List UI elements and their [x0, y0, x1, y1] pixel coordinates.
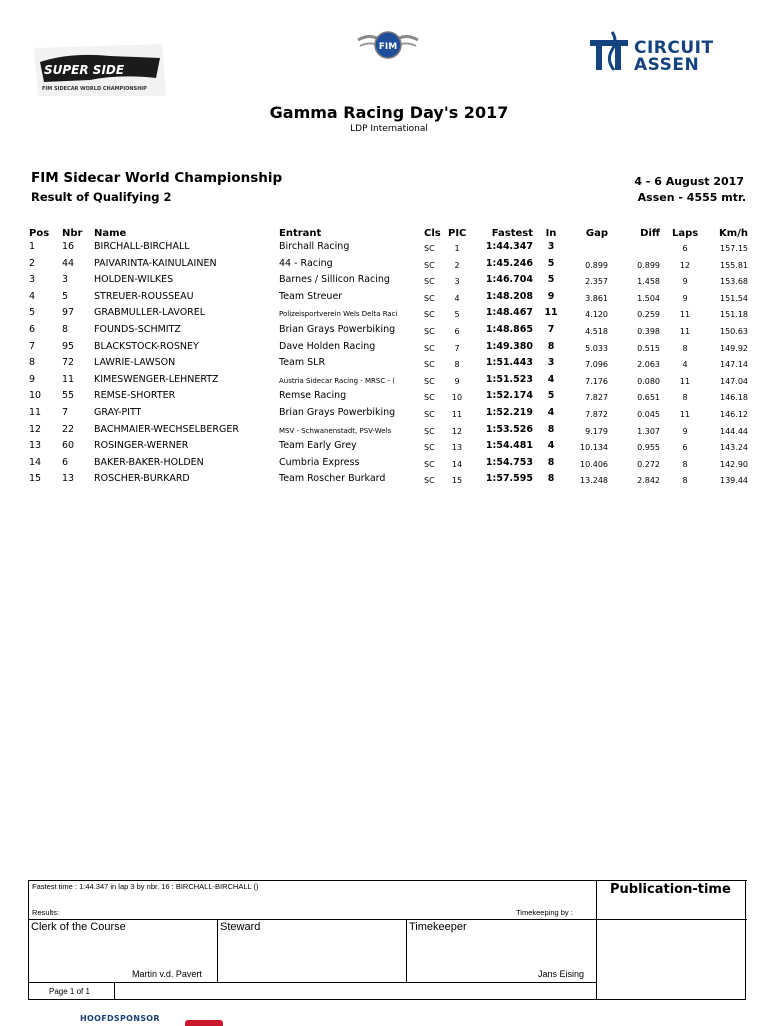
row-diff: 1.307	[637, 426, 660, 436]
row-pic: 11	[451, 410, 463, 419]
col-entrant: Entrant	[279, 228, 322, 239]
row-gap: 3.861	[585, 293, 608, 303]
row-pos: 8	[29, 357, 36, 369]
row-name: KIMESWENGER-LEHNERTZ	[94, 373, 219, 385]
row-fastest: 1:52.219	[485, 407, 533, 418]
row-pic: 6	[454, 327, 460, 336]
row-fastest: 1:51.443	[485, 357, 533, 369]
timekeeper-name: Jans Eising	[538, 969, 585, 979]
row-cls: SC	[424, 459, 435, 469]
row-name: STREUER-ROUSSEAU	[94, 290, 194, 302]
row-in-lap: 5	[547, 274, 555, 286]
row-diff: 0.080	[637, 376, 660, 386]
row-name: PÄIVÄRINTA-KAINULAINEN	[94, 257, 217, 269]
sponsor-logo	[185, 1020, 223, 1026]
row-in-lap: 8	[547, 456, 555, 468]
row-name: BAKER-BAKER-HOLDEN	[94, 456, 204, 468]
row-nbr: 11	[62, 373, 75, 385]
superside-logo	[30, 40, 170, 100]
row-pos: 6	[29, 324, 36, 335]
row-gap: 5.033	[585, 343, 608, 353]
row-kmh: 147.14	[720, 360, 748, 370]
row-nbr: 95	[62, 340, 75, 352]
row-kmh: 149.92	[720, 343, 748, 353]
row-pos: 10	[29, 390, 42, 402]
publication-divider	[596, 880, 597, 919]
row-entrant: Brian Grays Powerbiking	[279, 324, 396, 335]
row-in-lap: 4	[547, 373, 555, 385]
row-fastest: 1:45.246	[485, 257, 533, 269]
row-cls: SC	[424, 260, 435, 270]
svg-text:FIM: FIM	[378, 42, 398, 52]
row-nbr: 16	[62, 241, 75, 252]
row-cls: SC	[424, 410, 435, 419]
event-title: Gamma Racing Day's 2017	[269, 103, 509, 122]
row-cls: SC	[424, 476, 435, 486]
col-name: Name	[94, 228, 127, 239]
row-entrant: Team SLR	[279, 357, 326, 369]
col-pos: Pos	[29, 228, 50, 239]
results-label: Results:	[32, 908, 60, 917]
row-cls: SC	[424, 277, 435, 287]
row-cls: SC	[424, 443, 435, 453]
row-laps: 8	[682, 343, 688, 353]
row-entrant: Cumbria Express	[279, 456, 360, 468]
row-pic: 13	[451, 443, 463, 453]
row-entrant: 44 - Racing	[279, 257, 333, 269]
row-fastest: 1:52.174	[485, 390, 533, 402]
table-row	[0, 374, 768, 390]
row-in-lap: 3	[547, 241, 555, 252]
row-laps: 9	[682, 277, 688, 287]
row-pic: 12	[451, 426, 463, 436]
row-in-lap: 8	[547, 340, 555, 352]
row-diff: 0.259	[637, 310, 660, 320]
row-laps: 8	[682, 476, 688, 486]
row-pic: 4	[454, 293, 460, 303]
row-diff: 2.842	[637, 476, 660, 486]
table-row	[0, 407, 768, 423]
row-pic: 7	[454, 343, 460, 353]
tt-circuit-assen-logo	[588, 30, 738, 74]
row-cls: SC	[424, 393, 435, 403]
table-row	[0, 357, 768, 373]
row-name: REMSE-SHORTER	[94, 390, 176, 402]
row-pic: 15	[451, 476, 463, 486]
row-gap: 7.872	[585, 410, 608, 419]
table-row	[0, 307, 768, 323]
row-pos: 4	[29, 290, 36, 302]
row-pos: 9	[29, 373, 36, 385]
timekeeping-label: Timekeeping by :	[516, 908, 573, 917]
row-in-lap: 5	[547, 390, 555, 402]
table-row	[0, 291, 768, 307]
row-kmh: 151.54	[720, 293, 748, 303]
row-pos: 3	[29, 274, 36, 286]
row-diff: 0.651	[637, 393, 660, 403]
row-in-lap: 8	[547, 423, 555, 435]
row-pos: 15	[29, 473, 42, 485]
publication-time-label: Publication-time	[610, 882, 731, 897]
row-fastest: 1:54.753	[485, 456, 533, 468]
row-name: FOUNDS-SCHMITZ	[94, 324, 181, 335]
svg-text:FIM SIDECAR WORLD CHAMPIONSHIP: FIM SIDECAR WORLD CHAMPIONSHIP	[42, 86, 147, 92]
row-laps: 11	[679, 310, 691, 320]
row-kmh: 151.18	[720, 310, 748, 320]
row-cls: SC	[424, 244, 435, 253]
row-nbr: 60	[62, 440, 75, 452]
row-fastest: 1:51.523	[485, 373, 533, 385]
row-in-lap: 5	[547, 257, 555, 269]
row-fastest: 1:48.467	[485, 307, 533, 319]
row-cls: SC	[424, 310, 435, 320]
row-diff: 2.063	[637, 360, 660, 370]
table-row	[0, 440, 768, 456]
row-entrant: Team Roscher Burkard	[279, 473, 386, 485]
row-pos: 1	[29, 241, 36, 252]
table-row	[0, 324, 768, 340]
championship-title: FIM Sidecar World Championship	[31, 170, 283, 186]
row-laps: 11	[679, 410, 691, 419]
tt-line2: ASSEN	[634, 55, 700, 75]
row-pos: 7	[29, 340, 36, 352]
row-diff: 1.504	[637, 293, 660, 303]
row-fastest: 1:48.865	[485, 324, 533, 335]
event-subtitle: LDP International	[350, 124, 428, 134]
col-gap: Gap	[585, 228, 608, 239]
col-cls: Cls	[424, 228, 441, 239]
row-laps: 6	[682, 443, 688, 453]
row-entrant: Remse Racing	[279, 390, 347, 402]
row-gap: 7.096	[585, 360, 608, 370]
row-nbr: 3	[62, 274, 69, 286]
row-gap: 4.120	[585, 310, 608, 320]
fim-logo	[356, 28, 420, 64]
row-pic: 14	[451, 459, 463, 469]
row-diff: 0.515	[637, 343, 660, 353]
result-title: Result of Qualifying 2	[31, 190, 172, 204]
row-entrant: Polizeisportverein Wels Delta Raci	[279, 310, 398, 319]
row-in-lap: 4	[547, 440, 555, 452]
row-in-lap: 9	[547, 290, 555, 302]
row-diff: 0.398	[637, 327, 660, 336]
row-entrant: Birchall Racing	[279, 241, 350, 252]
table-row	[0, 390, 768, 406]
clerk-name: Martin v.d. Pavert	[132, 969, 202, 979]
col-kmh: Km/h	[719, 228, 748, 239]
row-nbr: 55	[62, 390, 75, 402]
row-gap: 2.357	[585, 277, 608, 287]
row-pos: 12	[29, 423, 42, 435]
row-nbr: 72	[62, 357, 75, 369]
table-row	[0, 457, 768, 473]
signature-divider	[406, 919, 407, 982]
row-kmh: 155.81	[720, 260, 748, 270]
row-kmh: 142.90	[720, 459, 748, 469]
row-gap: 0.899	[585, 260, 608, 270]
row-nbr: 13	[62, 473, 75, 485]
row-pic: 1	[454, 244, 460, 253]
timekeeper-label: Timekeeper	[409, 921, 467, 933]
row-fastest: 1:48.208	[485, 290, 533, 302]
row-cls: SC	[424, 360, 435, 370]
row-nbr: 5	[62, 290, 69, 302]
tt-line1: CIRCUIT	[634, 38, 714, 58]
row-nbr: 44	[62, 257, 75, 269]
row-name: HOLDEN-WILKES	[94, 274, 174, 286]
row-pos: 5	[29, 307, 36, 319]
row-laps: 9	[682, 426, 688, 436]
row-name: GRAY-PITT	[94, 407, 142, 418]
row-fastest: 1:53.526	[485, 423, 533, 435]
row-laps: 12	[679, 260, 691, 270]
row-pos: 14	[29, 456, 42, 468]
row-laps: 4	[682, 360, 688, 370]
row-laps: 11	[679, 376, 691, 386]
row-in-lap: 8	[547, 473, 555, 485]
event-venue: Assen - 4555 mtr.	[637, 191, 746, 204]
col-pic: PIC	[448, 228, 467, 239]
page-divider	[114, 982, 115, 1000]
row-kmh: 144.44	[720, 426, 748, 436]
row-diff: 1.458	[637, 277, 660, 287]
row-nbr: 97	[62, 307, 75, 319]
row-fastest: 1:46.704	[485, 274, 533, 286]
row-pic: 3	[454, 277, 460, 287]
row-kmh: 147.04	[720, 376, 748, 386]
row-gap: 7.827	[585, 393, 608, 403]
row-entrant: Barnes / Sillicon Racing	[279, 274, 390, 286]
row-kmh: 157.15	[720, 244, 748, 253]
row-diff: 0.045	[637, 410, 660, 419]
col-laps: Laps	[672, 228, 699, 239]
row-pic: 9	[454, 376, 460, 386]
row-cls: SC	[424, 376, 435, 386]
row-pos: 11	[29, 407, 42, 418]
row-fastest: 1:54.481	[485, 440, 533, 452]
row-gap: 10.134	[580, 443, 608, 453]
sponsor-label: HOOFDSPONSOR	[80, 1014, 160, 1023]
row-nbr: 22	[62, 423, 75, 435]
row-entrant: Brian Grays Powerbiking	[279, 407, 396, 418]
row-gap: 13.248	[580, 476, 608, 486]
row-laps: 8	[682, 393, 688, 403]
row-laps: 11	[679, 327, 691, 336]
row-pos: 13	[29, 440, 42, 452]
row-name: RÖSINGER-WERNER	[94, 440, 189, 452]
table-row	[0, 258, 768, 274]
row-cls: SC	[424, 293, 435, 303]
table-row	[0, 473, 768, 489]
row-name: GRABMÜLLER-LAVOREL	[94, 307, 206, 319]
row-laps: 9	[682, 293, 688, 303]
row-fastest: 1:57.595	[485, 473, 533, 485]
row-entrant: Austria Sidecar Racing - MRSC - (	[279, 376, 395, 385]
svg-text:SUPER SIDE: SUPER SIDE	[44, 63, 125, 77]
fastest-time-note: Fastest time : 1:44.347 in lap 3 by nbr. 16 : BIRCHALL-BIRCHALL ()	[32, 882, 259, 891]
signature-divider	[596, 919, 597, 1000]
row-entrant: Dave Holden Racing	[279, 340, 376, 352]
row-in-lap: 4	[547, 407, 555, 418]
row-kmh: 139.44	[720, 476, 748, 486]
row-kmh: 146.18	[720, 393, 748, 403]
row-nbr: 7	[62, 407, 69, 418]
row-kmh: 153.68	[720, 277, 748, 287]
row-kmh: 150.63	[720, 327, 748, 336]
row-in-lap: 11	[544, 307, 558, 319]
row-kmh: 143.24	[720, 443, 748, 453]
event-dates: 4 - 6 August 2017	[634, 175, 744, 188]
row-laps: 6	[682, 244, 688, 253]
col-nbr: Nbr	[62, 228, 83, 239]
row-pic: 10	[451, 393, 463, 403]
row-gap: 9.179	[585, 426, 608, 436]
table-row	[0, 424, 768, 440]
row-pic: 2	[454, 260, 460, 270]
row-diff: 0.899	[637, 260, 660, 270]
row-nbr: 6	[62, 456, 69, 468]
row-name: BIRCHALL-BIRCHALL	[94, 241, 190, 252]
table-row	[0, 241, 768, 257]
row-cls: SC	[424, 343, 435, 353]
row-entrant: Team Streuer	[279, 290, 343, 302]
row-fastest: 1:44.347	[485, 241, 533, 252]
col-fastest: Fastest	[491, 228, 533, 239]
row-cls: SC	[424, 327, 435, 336]
row-pos: 2	[29, 257, 36, 269]
steward-label: Steward	[220, 921, 261, 933]
row-fastest: 1:49.380	[485, 340, 533, 352]
row-in-lap: 7	[547, 324, 555, 335]
signature-divider	[217, 919, 218, 982]
clerk-label: Clerk of the Course	[31, 921, 126, 933]
row-entrant: Team Early Grey	[279, 440, 357, 452]
row-nbr: 8	[62, 324, 69, 335]
sponsor-logo	[640, 1018, 688, 1026]
row-gap: 4.518	[585, 327, 608, 336]
row-pic: 5	[454, 310, 460, 320]
row-gap: 10.406	[580, 459, 608, 469]
row-in-lap: 3	[547, 357, 555, 369]
row-pic: 8	[454, 360, 460, 370]
row-laps: 8	[682, 459, 688, 469]
row-diff: 0.272	[637, 459, 660, 469]
row-kmh: 146.12	[720, 410, 748, 419]
col-diff: Diff	[640, 228, 660, 239]
col-in: In	[545, 228, 557, 239]
signature-row-border	[28, 919, 747, 920]
table-row	[0, 274, 768, 290]
table-row	[0, 341, 768, 357]
row-name: BLACKSTOCK-ROSNEY	[94, 340, 199, 352]
row-name: BACHMAIER-WECHSELBERGER	[94, 423, 239, 435]
row-diff: 0.955	[637, 443, 660, 453]
row-cls: SC	[424, 426, 435, 436]
row-name: ROSCHER-BURKARD	[94, 473, 190, 485]
page-number: Page 1 of 1	[49, 987, 90, 996]
row-entrant: MSV - Schwanenstadt, PSV-Wels	[279, 426, 392, 435]
row-gap: 7.176	[585, 376, 608, 386]
row-name: LAWRIE-LAWSON	[94, 357, 176, 369]
